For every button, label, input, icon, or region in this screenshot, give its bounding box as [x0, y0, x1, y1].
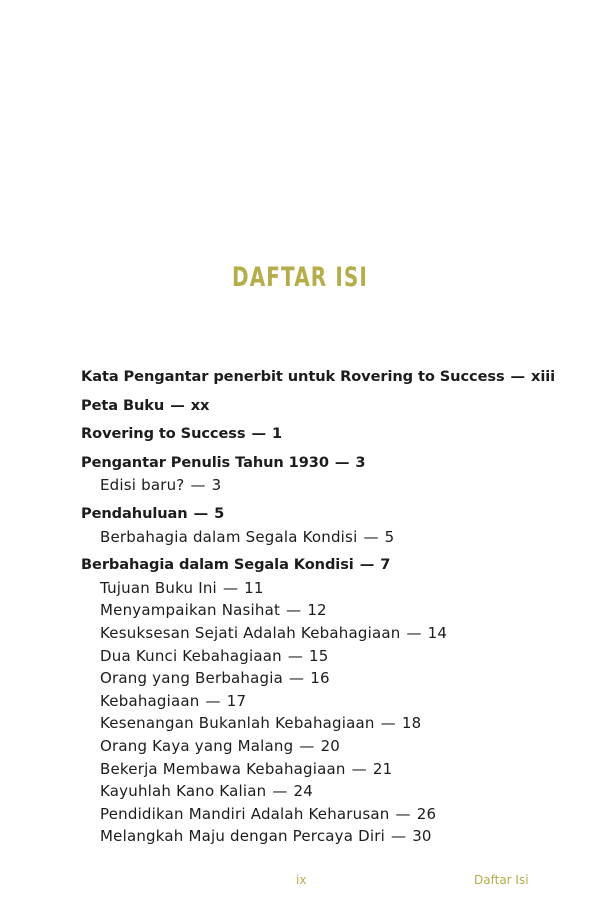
toc-entry-title: Bekerja Membawa Kebahagiaan [100, 759, 346, 778]
page-number: ix [296, 873, 307, 887]
toc-entry-page: 11 [244, 578, 264, 597]
toc-entry-separator: — [380, 714, 396, 733]
toc-entry-title: Pendidikan Mandiri Adalah Keharusan [100, 804, 390, 823]
toc-entry-page: 20 [320, 736, 341, 755]
toc-entry-page: 17 [226, 691, 247, 710]
toc-chapter-entry[interactable] [81, 554, 581, 577]
toc-entry-separator: — [193, 504, 209, 522]
toc-entry-separator: — [359, 556, 375, 574]
toc-entry-page: 5 [384, 527, 395, 546]
running-head: Daftar Isi [474, 873, 529, 887]
toc-entry-title: Berbahagia dalam Segala Kondisi [100, 527, 358, 546]
table-of-contents [81, 366, 581, 848]
toc-entry-page: 18 [401, 714, 422, 733]
toc-entry-separator: — [390, 827, 407, 846]
toc-entry-separator: — [272, 782, 288, 801]
toc-entry-separator: — [406, 623, 422, 642]
toc-entry-title: Dua Kunci Kebahagiaan [100, 646, 282, 665]
toc-entry-separator: — [251, 425, 266, 443]
toc-entry-title: Melangkah Maju dengan Percaya Diri [100, 827, 385, 846]
toc-entry-page: 3 [211, 476, 222, 495]
toc-chapter-entry[interactable] [81, 452, 581, 475]
toc-entry-title: Pengantar Penulis Tahun 1930 [81, 453, 329, 471]
toc-entry-title: Berbahagia dalam Segala Kondisi [81, 556, 354, 574]
page-title: DAFTAR ISI [232, 262, 368, 293]
toc-entry-title: Kata Pengantar penerbit untuk Rovering to Success [81, 368, 505, 385]
toc-entry-title: Kebahagiaan [100, 691, 200, 710]
toc-section-entry[interactable] [81, 577, 581, 600]
toc-entry-title: Kayuhlah Kano Kalian [100, 782, 267, 801]
toc-entry-title: Kesuksesan Sejati Adalah Kebahagiaan [100, 623, 401, 642]
toc-chapter-entry[interactable] [81, 366, 581, 389]
toc-section-entry[interactable] [81, 645, 581, 668]
toc-entry-separator: — [351, 759, 367, 778]
toc-entry-separator: — [190, 476, 206, 495]
toc-entry-separator: — [222, 578, 239, 597]
toc-entry-separator: — [205, 691, 221, 710]
toc-section-entry[interactable] [81, 735, 581, 758]
toc-entry-page: 24 [293, 782, 314, 801]
toc-entry-title: Peta Buku [81, 396, 165, 414]
toc-entry-page: 5 [214, 504, 225, 522]
toc-section-entry[interactable] [81, 825, 581, 848]
toc-entry-title: Rovering to Success [81, 425, 246, 443]
toc-entry-page: 30 [412, 827, 432, 846]
toc-entry-title: Menyampaikan Nasihat [100, 601, 281, 620]
toc-entry-page: 14 [427, 623, 448, 642]
toc-entry-separator: — [289, 669, 305, 688]
toc-entry-page: 12 [307, 601, 327, 620]
toc-entry-separator: — [299, 736, 315, 755]
toc-entry-title: Orang yang Berbahagia [100, 669, 284, 688]
toc-entry-separator: — [287, 646, 304, 665]
toc-section-entry[interactable] [81, 526, 581, 549]
toc-section-entry[interactable] [81, 599, 581, 622]
toc-entry-page: xiii [531, 368, 556, 385]
toc-entry-page: 1 [271, 425, 283, 443]
toc-entry-title: Edisi baru? [100, 476, 185, 495]
toc-chapter-entry[interactable] [81, 395, 581, 418]
toc-entry-page: xx [190, 396, 210, 414]
toc-entry-title: Kesenangan Bukanlah Kebahagiaan [100, 714, 375, 733]
toc-entry-separator: — [286, 601, 302, 620]
toc-entry-page: 26 [416, 804, 437, 823]
toc-section-entry[interactable] [81, 667, 581, 690]
toc-chapter-entry[interactable] [81, 503, 581, 526]
toc-entry-page: 15 [309, 646, 329, 665]
toc-section-entry[interactable] [81, 474, 581, 497]
toc-entry-separator: — [334, 453, 350, 471]
toc-entry-title: Tujuan Buku Ini [100, 578, 217, 597]
toc-entry-title: Orang Kaya yang Malang [100, 736, 294, 755]
toc-entry-page: 7 [380, 556, 391, 574]
toc-entry-separator: — [395, 804, 411, 823]
toc-entry-separator: — [170, 396, 185, 414]
toc-section-entry[interactable] [81, 690, 581, 713]
toc-entry-separator: — [510, 368, 526, 385]
toc-entry-separator: — [363, 527, 379, 546]
toc-entry-page: 16 [310, 669, 330, 688]
toc-section-entry[interactable] [81, 803, 581, 826]
toc-entry-title: Pendahuluan [81, 504, 188, 522]
toc-section-entry[interactable] [81, 622, 581, 645]
toc-chapter-entry[interactable] [81, 423, 581, 446]
toc-section-entry[interactable] [81, 712, 581, 735]
toc-section-entry[interactable] [81, 758, 581, 781]
toc-entry-page: 3 [355, 453, 366, 471]
toc-section-entry[interactable] [81, 780, 581, 803]
toc-entry-page: 21 [372, 759, 393, 778]
